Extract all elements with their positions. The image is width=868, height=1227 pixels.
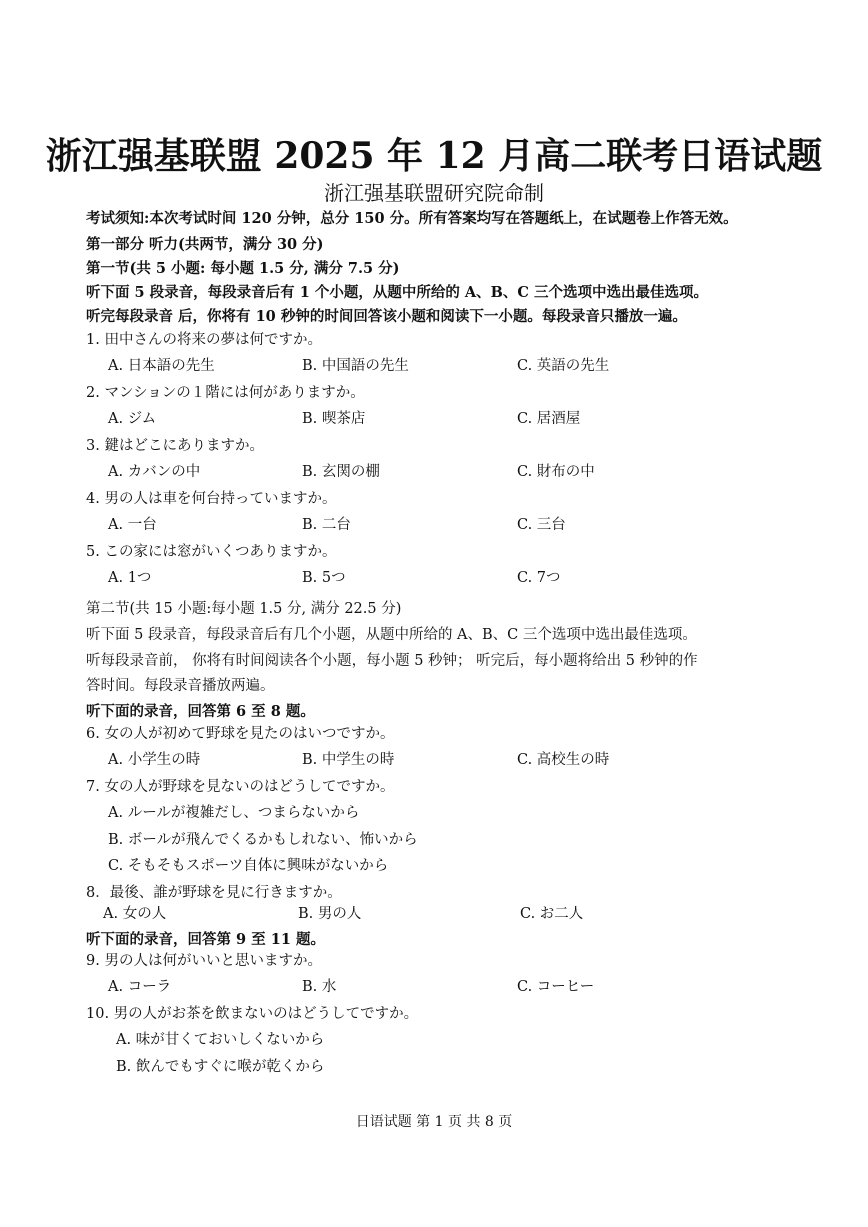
q4-option-c: C. 三台 xyxy=(517,517,566,533)
q9-option-b: B. 水 xyxy=(302,979,337,995)
question-9: 9. 男の人は何がいいと思いますか。 xyxy=(86,953,322,969)
q6-option-a: A. 小学生の時 xyxy=(108,752,201,768)
q10-option-a: A. 味が甘くておいしくないから xyxy=(116,1032,325,1048)
page-title: 浙江强基联盟 2025 年 12 月高二联考日语试题 xyxy=(45,135,823,177)
q6-option-b: B. 中学生の時 xyxy=(302,752,395,768)
section1-instruction-2: 听完每段录音 后，你将有 10 秒钟的时间回答该小题和阅读下一小题。每段录音只播放一遍。 xyxy=(86,308,687,325)
q1-option-b: B. 中国語の先生 xyxy=(302,358,409,374)
q2-option-c: C. 居酒屋 xyxy=(517,411,581,427)
q9-option-a: A. コーラ xyxy=(108,979,172,995)
page-footer: 日语试题 第 1 页 共 8 页 xyxy=(355,1114,513,1130)
question-10: 10. 男の人がお茶を飲まないのはどうしてですか。 xyxy=(86,1006,419,1022)
question-4: 4. 男の人は車を何台持っていますか。 xyxy=(86,491,337,507)
question-3: 3. 鍵はどこにありますか。 xyxy=(86,438,264,454)
q3-option-c: C. 財布の中 xyxy=(517,464,595,480)
section1-heading: 第一节(共 5 小题: 每小题 1.5 分, 满分 7.5 分) xyxy=(86,260,400,277)
question-2: 2. マンションの１階には何がありますか。 xyxy=(86,385,365,401)
question-5: 5. この家には窓がいくつありますか。 xyxy=(86,544,337,560)
q10-option-b: B. 飲んでもすぐに喉が乾くから xyxy=(116,1059,325,1075)
question-6: 6. 女の人が初めて野球を見たのはいつですか。 xyxy=(86,726,395,742)
exam-notice: 考试须知:本次考试时间 120 分钟，总分 150 分。所有答案均写在答题纸上，在试题卷上作答无效。 xyxy=(86,210,738,227)
group2-heading: 听下面的录音，回答第 9 至 11 题。 xyxy=(86,931,325,948)
q2-option-b: B. 喫茶店 xyxy=(302,411,366,427)
q9-option-c: C. コーヒー xyxy=(517,979,595,995)
section2-instruction-3: 答时间。每段录音播放两遍。 xyxy=(86,678,275,694)
q8-option-a: A. 女の人 xyxy=(103,906,167,922)
q7-option-a: A. ルールが複雑だし、つまらないから xyxy=(108,805,360,821)
q5-option-c: C. 7つ xyxy=(517,570,561,586)
question-1: 1. 田中さんの将来の夢は何ですか。 xyxy=(86,332,322,348)
q8-option-c: C. お二人 xyxy=(520,906,584,922)
section2-instruction-1: 听下面 5 段录音，每段录音后有几个小题，从题中所给的 A、B、C 三个选项中选出最佳选项。 xyxy=(86,627,697,643)
q8-option-b: B. 男の人 xyxy=(298,906,362,922)
section2-instruction-2: 听每段录音前， 你将有时间阅读各个小题，每小题 5 秒钟； 听完后，每小题将给出 5 秒钟的作 xyxy=(86,653,698,669)
q3-option-b: B. 玄関の棚 xyxy=(302,464,380,480)
q4-option-a: A. 一台 xyxy=(108,517,157,533)
question-8: 8．最後、誰が野球を見に行きますか。 xyxy=(86,885,342,901)
question-7: 7. 女の人が野球を見ないのはどうしてですか。 xyxy=(86,779,395,795)
q1-option-a: A. 日本語の先生 xyxy=(108,358,215,374)
q5-option-b: B. 5つ xyxy=(302,570,346,586)
q5-option-a: A. 1つ xyxy=(108,570,152,586)
group1-heading: 听下面的录音，回答第 6 至 8 题。 xyxy=(86,703,315,720)
part1-heading: 第一部分 听力(共两节，满分 30 分) xyxy=(86,236,324,253)
q1-option-c: C. 英語の先生 xyxy=(517,358,610,374)
section2-heading: 第二节(共 15 小题:每小题 1.5 分, 满分 22.5 分) xyxy=(86,601,402,617)
page-subtitle: 浙江强基联盟研究院命制 xyxy=(324,181,544,205)
q4-option-b: B. 二台 xyxy=(302,517,351,533)
section1-instruction-1: 听下面 5 段录音，每段录音后有 1 个小题，从题中所给的 A、B、C 三个选项中选出最佳选项。 xyxy=(86,284,709,301)
q3-option-a: A. カバンの中 xyxy=(108,464,201,480)
q2-option-a: A. ジム xyxy=(108,411,157,427)
q7-option-c: C. そもそもスポーツ自体に興味がないから xyxy=(108,858,389,874)
q7-option-b: B. ボールが飛んでくるかもしれない、怖いから xyxy=(108,832,418,848)
q6-option-c: C. 高校生の時 xyxy=(517,752,610,768)
